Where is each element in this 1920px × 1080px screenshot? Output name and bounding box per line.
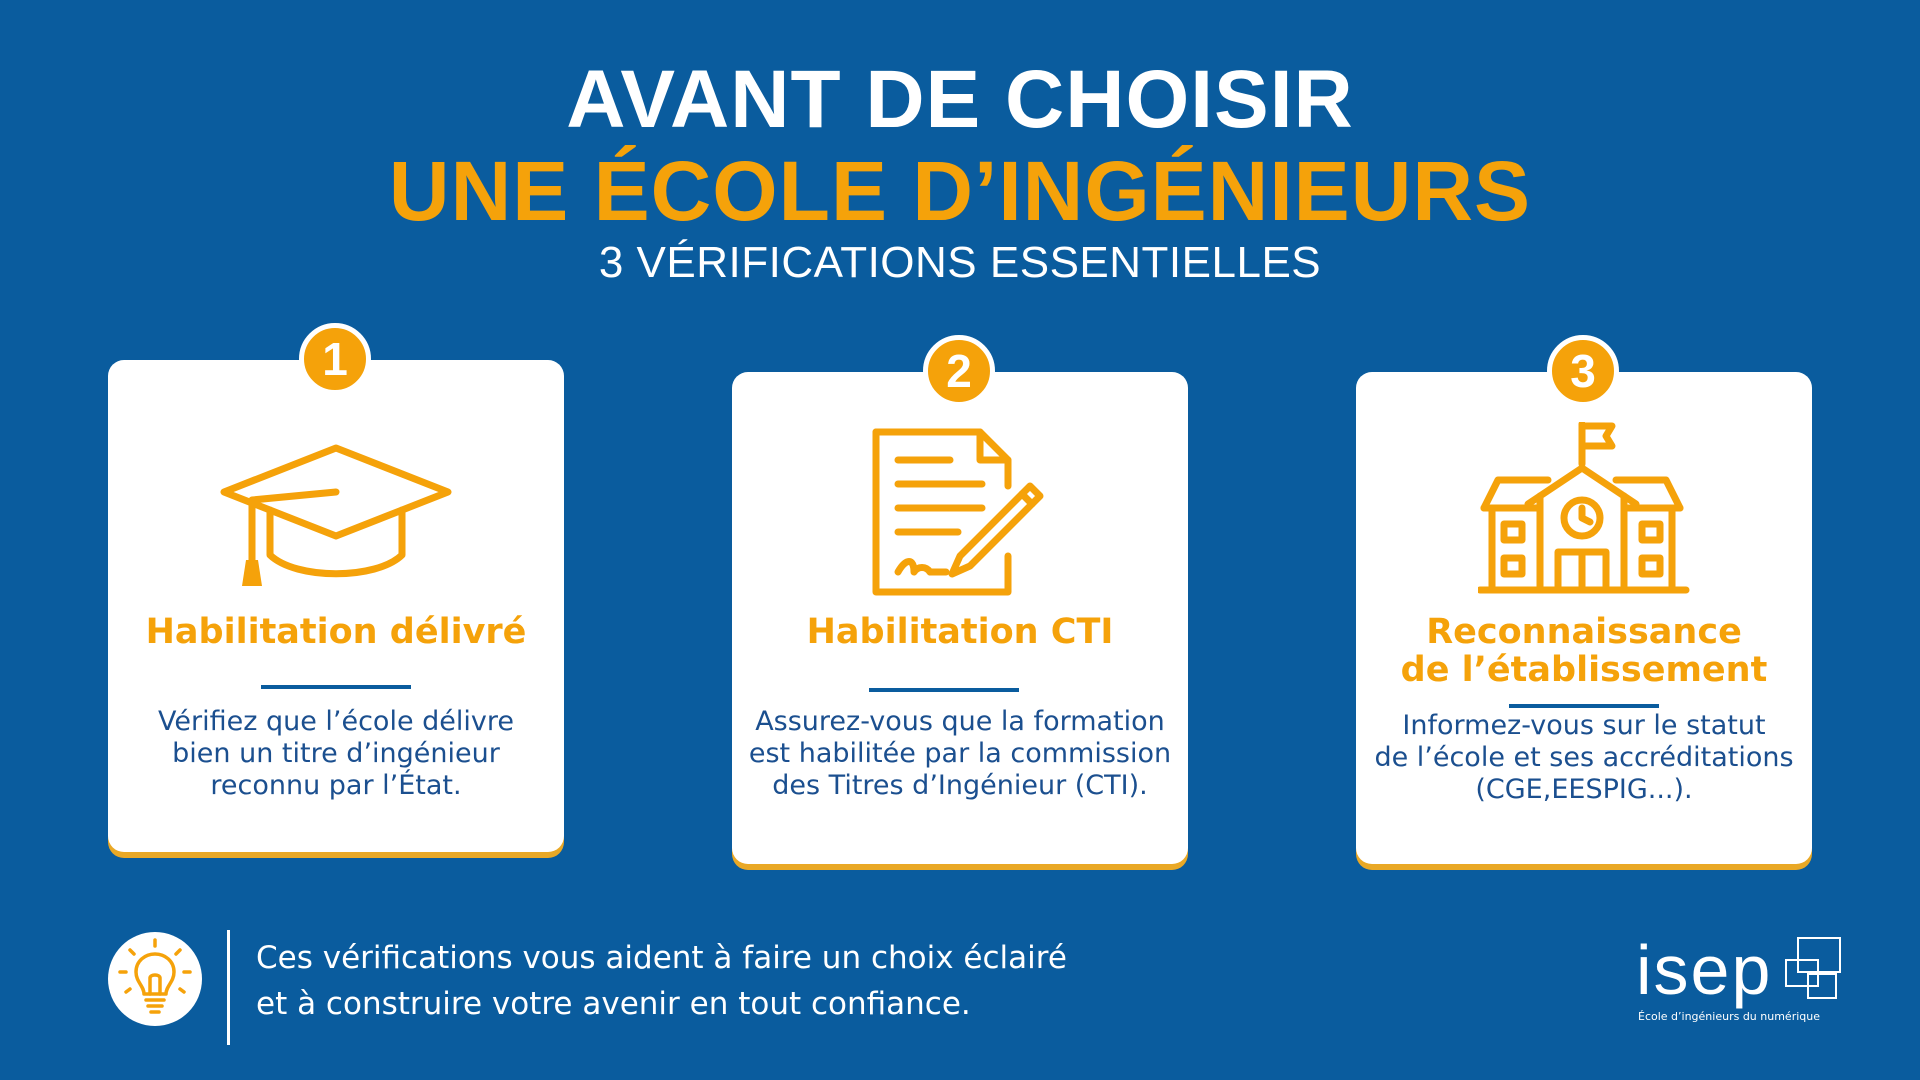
card-divider [869, 688, 1019, 692]
school-building-icon [1478, 422, 1690, 602]
document-signature-icon [870, 426, 1050, 606]
card-description-line: Informez-vous sur le statut [1402, 710, 1766, 741]
lightbulb-badge [108, 932, 202, 1026]
page-title-highlight: UNE ÉCOLE D’INGÉNIEURS [388, 144, 1532, 238]
step-number-badge: 3 [1547, 335, 1619, 407]
card-description-line: des Titres d’Ingénieur (CTI). [772, 770, 1148, 801]
page-subtitle: 3 VÉRIFICATIONS ESSENTIELLES [598, 238, 1322, 287]
card-description [1356, 710, 1812, 806]
card-reconnaissance [1356, 372, 1812, 864]
footer-separator [227, 930, 230, 1045]
logo-wordmark: isep [1636, 931, 1773, 1009]
header [0, 55, 1920, 289]
footer-message-line: Ces vérifications vous aident à faire un choix éclairé [256, 940, 1067, 976]
footer-message [256, 935, 1067, 1027]
logo-squares-icon [1774, 930, 1844, 1010]
card-description-line: de l’école et ses accréditations [1374, 742, 1794, 773]
card-description-line: Vérifiez que l’école délivre [157, 706, 514, 737]
card-description-line: est habilitée par la commission [748, 738, 1172, 769]
footer-message-line: et à construire votre avenir en tout confiance. [256, 986, 971, 1022]
logo-tagline: École d’ingénieurs du numérique [1638, 1010, 1820, 1023]
card-cti [732, 372, 1188, 864]
card-habilitation [108, 360, 564, 852]
graduation-cap-icon [216, 440, 456, 590]
card-description [732, 706, 1188, 802]
card-title: Habilitation délivré [145, 612, 527, 652]
card-description [108, 706, 564, 802]
card-description-line: bien un titre d’ingénieur [172, 738, 500, 769]
card-divider [1509, 704, 1659, 708]
card-description-line: (CGE,EESPIG...). [1475, 774, 1693, 805]
card-title [1356, 613, 1812, 689]
card-divider [261, 685, 411, 689]
card-description-line: reconnu par l’État. [210, 770, 462, 801]
page-title: AVANT DE CHOISIR [566, 54, 1354, 145]
step-number-badge: 2 [923, 335, 995, 407]
step-number-badge: 1 [299, 323, 371, 395]
card-title-line: de l’établissement [1400, 650, 1768, 690]
card-title: Habilitation CTI [806, 612, 1114, 652]
card-description-line: Assurez-vous que la formation [755, 706, 1165, 737]
lightbulb-icon [108, 932, 202, 1026]
card-title-line: Reconnaissance [1426, 612, 1742, 652]
isep-logo [1636, 930, 1846, 1030]
